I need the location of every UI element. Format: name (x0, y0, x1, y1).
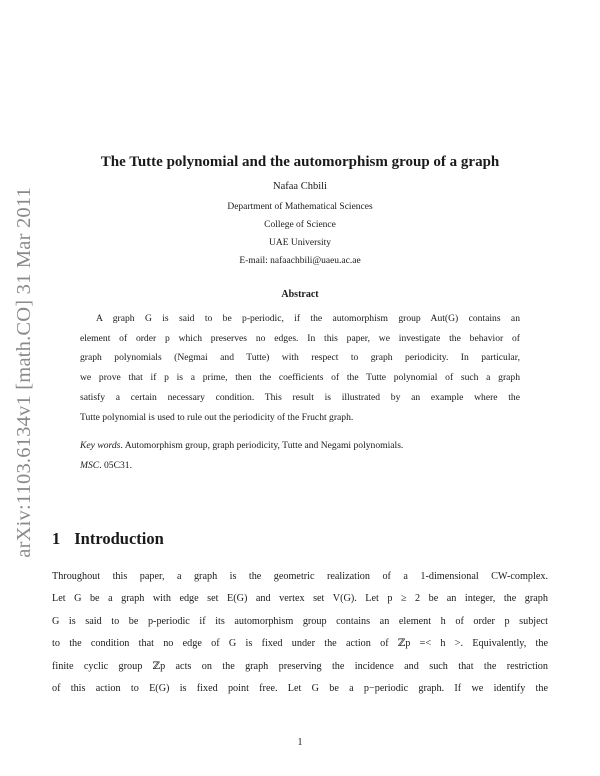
author-college: College of Science (264, 220, 336, 230)
intro-line: finite cyclic group ℤp acts on the graph preserving the incidence and such that the restriction (52, 660, 548, 672)
abstract-line: graph polynomials (Negmai and Tutte) with respect to graph periodicity. In particular, (80, 352, 520, 364)
keywords (80, 440, 520, 451)
abstract-line: element of order p which preserves no edges. In this paper, we investigate the behavior of (80, 332, 520, 344)
intro-line: Throughout this paper, a graph is the geometric realization of a 1-dimensional CW-complex. (52, 571, 548, 582)
intro-line: of this action to E(G) is fixed point free. Let G be a p−periodic graph. If we identify the (52, 683, 548, 695)
abstract-line: Tutte polynomial is used to rule out the periodicity of the Frucht graph. (80, 411, 354, 423)
page-number: 1 (297, 737, 303, 748)
author-university: UAE University (268, 238, 331, 248)
intro-line: to the condition that no edge of G is fixed under the action of ℤp =< h >. Equivalently, the (52, 638, 548, 650)
msc-label: MSC (80, 460, 100, 471)
section-title: Introduction (74, 529, 164, 548)
author-email: E-mail: nafaachbili@uaeu.ac.ae (239, 256, 361, 266)
abstract-body (80, 309, 520, 427)
paper-title: The Tutte polynomial and the automorphism group of a graph (100, 154, 500, 170)
arxiv-watermark (2, 176, 46, 568)
introduction-body (52, 566, 548, 700)
arxiv-watermark-text: arXiv:1103.6134v1 [math.CO] 31 Mar 2011 (12, 186, 35, 558)
author-department: Department of Mathematical Sciences (227, 202, 373, 212)
keywords-text: . Automorphism group, graph periodicity, Tutte and Negami polynomials. (120, 440, 404, 451)
intro-line: G is said to be p-periodic if its automorphism group contains an element h of order p subject (52, 615, 548, 627)
author-name: Nafaa Chbili (273, 181, 327, 192)
abstract-line: satisfy a certain necessary condition. This result is illustrated by an example where the (80, 391, 520, 403)
intro-line: Let G be a graph with edge set E(G) and vertex set V(G). Let p ≥ 2 be an integer, the graph (52, 593, 548, 605)
abstract-line: we prove that if p is a prime, then the coefficients of the Tutte polynomial of such a graph (80, 372, 520, 384)
msc-classification (80, 460, 520, 471)
msc-text: . 05C31. (99, 460, 132, 471)
keywords-label: Key words (80, 440, 121, 451)
abstract-heading: Abstract (281, 289, 319, 300)
section-heading (52, 529, 164, 549)
abstract-line: A graph G is said to be p-periodic, if the automorphism group Aut(G) contains an (96, 313, 520, 324)
section-number: 1 (52, 529, 61, 548)
